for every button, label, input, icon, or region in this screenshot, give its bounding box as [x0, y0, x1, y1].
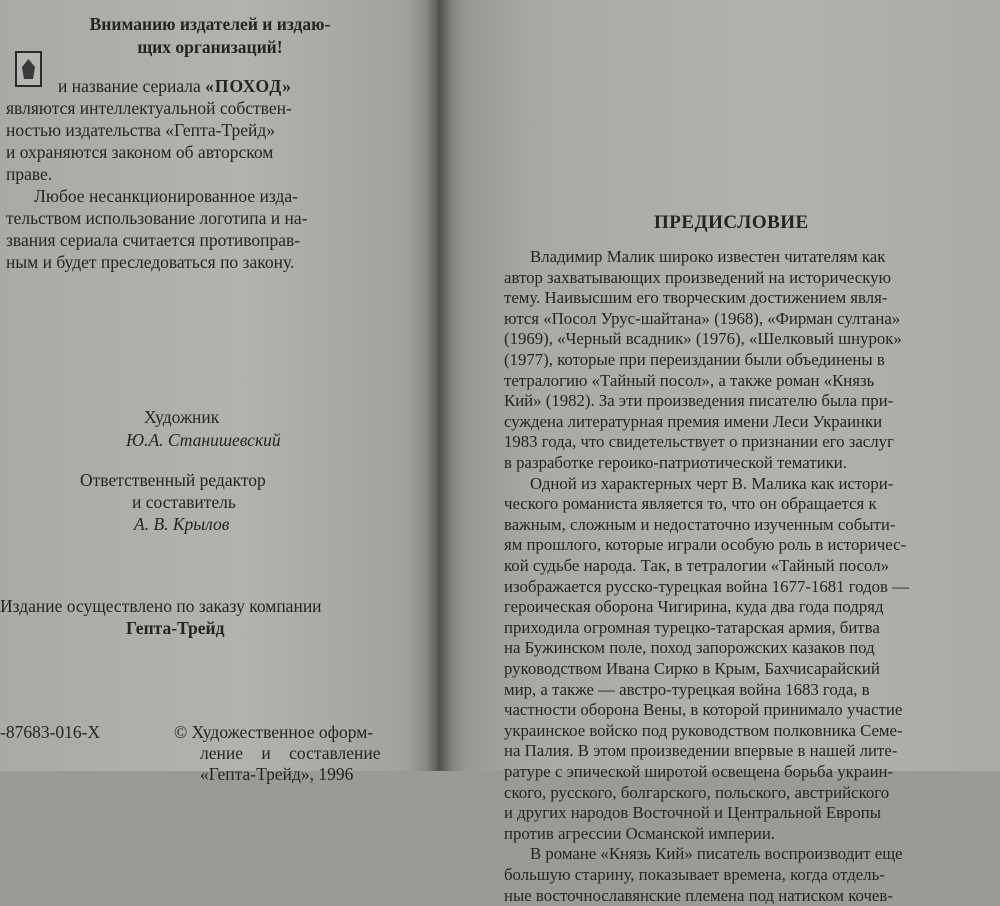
series-logo-icon — [15, 51, 42, 87]
commission-line: Издание осуществлено по заказу компании — [0, 596, 322, 616]
preface-line: руководством Ивана Сирко в Крым, Бахчисарайский — [504, 659, 880, 678]
notice-title-line-1: Вниманию издателей и издаю- — [89, 14, 331, 34]
preface-line: приходила огромная турецко-татарская армия, битва — [504, 617, 880, 637]
notice-line-4: и охраняются законом об авторском — [6, 142, 274, 162]
preface-line: частности оборона Вены, в которой принимало участие — [504, 700, 903, 720]
copyright-line-3: «Гепта-Трейд», 1996 — [200, 764, 354, 784]
copyright-line-1: © Художественное оформ- — [174, 722, 374, 742]
preface-line: суждена литературная премия имени Леси Украинки — [504, 411, 883, 431]
isbn-fragment: -87683-016-X — [0, 722, 101, 742]
preface-line: и других народов Восточной и Центральной Европы — [504, 803, 882, 823]
preface-line: тетралогию «Тайный посол», а также роман «Князь — [504, 370, 875, 390]
preface-line: Одной из характерных черт В. Малика как истори- — [530, 473, 894, 493]
preface-line: украинское войско под руководством полковника Семе- — [504, 720, 903, 740]
right-page — [438, 0, 1000, 905]
preface-line: героическая оборона Чигирина, куда два года подряд — [504, 597, 884, 617]
notice-line-2: являются интеллектуальной собствен- — [6, 98, 292, 118]
preface-line: изображается русско-турецкая война 1677-1681 годов — — [504, 576, 909, 596]
preface-line: тему. Наивысшим его творческим достижением явля- — [504, 288, 888, 308]
preface-line: важным, сложным и недостаточно изученным событи- — [504, 514, 896, 534]
preface-line: Кий» (1982). За эти произведения писателю была при- — [504, 391, 894, 411]
editor-name: А. В. Крылов — [134, 514, 230, 534]
preface-line: (1977), которые при переиздании были объединены в — [504, 350, 885, 369]
preface-line: мир, а также — австро-турецкая война 1683 года, в — [504, 679, 870, 699]
preface-heading: ПРЕДИСЛОВИЕ — [654, 212, 809, 233]
series-name: «ПОХОД» — [205, 76, 293, 96]
preface-line: ческого романиста является то, что он обращается к — [504, 494, 877, 514]
preface-line: ются «Посол Урус-шайтана» (1968), «Фирман султана» — [504, 308, 901, 328]
notice-first-line-lead: и название сериала — [58, 76, 206, 96]
notice-line-5: праве. — [6, 164, 53, 184]
preface-line: ского, русского, болгарского, польского, австрийского — [504, 782, 890, 802]
preface-line: ям прошлого, которые играли особую роль в историчес- — [504, 535, 907, 555]
notice-first-line — [58, 76, 292, 97]
copyright-line-2: ление и составление — [200, 743, 381, 763]
notice-line-9: ным и будет преследоваться по закону. — [6, 252, 295, 272]
notice-line-6: Любое несанкционированное изда- — [34, 186, 298, 206]
editor-label-line-2: и составитель — [132, 492, 236, 512]
preface-line: против агрессии Османской империи. — [504, 823, 776, 843]
left-page — [0, 0, 438, 784]
preface-line: В романе «Князь Кий» писатель воспроизводит еще — [530, 844, 903, 864]
preface-line: 1983 года, что свидетельствует о признании его заслуг — [504, 432, 894, 452]
artist-name: Ю.А. Станишевский — [126, 430, 281, 450]
notice-line-7: тельством использование логотипа и на- — [6, 208, 308, 228]
preface-line: автор захватывающих произведений на историческую — [504, 267, 892, 287]
preface-line: кой судьбе народа. Так, в тетралогии «Тайный посол» — [504, 556, 889, 575]
preface-line: большую старину, показывает времена, когда отдель- — [504, 865, 885, 884]
preface-line: в разработке героико-патриотической тематики. — [504, 453, 847, 472]
notice-line-3: ностью издательства «Гепта-Трейд» — [6, 120, 275, 140]
notice-title-line-2: щих организаций! — [137, 37, 283, 57]
preface-line: на Палия. В этом произведении впервые в нашей лите- — [504, 741, 898, 761]
preface-line: на Бужинском поле, поход запорожских казаков под — [504, 638, 875, 658]
preface-line: (1969), «Черный всадник» (1976), «Шелковый шнурок» — [504, 329, 902, 349]
notice-line-8: звания сериала считается противоправ- — [6, 230, 301, 250]
artist-label: Художник — [144, 407, 220, 427]
preface-line: ные восточнославянские племена под натиском кочев- — [504, 885, 893, 905]
company-name: Гепта-Трейд — [126, 618, 225, 638]
editor-label-line-1: Ответственный редактор — [80, 470, 266, 490]
book-gutter — [426, 0, 452, 771]
preface-line: ратуре с эпической широтой освещена борьба украин- — [504, 762, 894, 781]
preface-line: Владимир Малик широко известен читателям как — [530, 247, 886, 266]
